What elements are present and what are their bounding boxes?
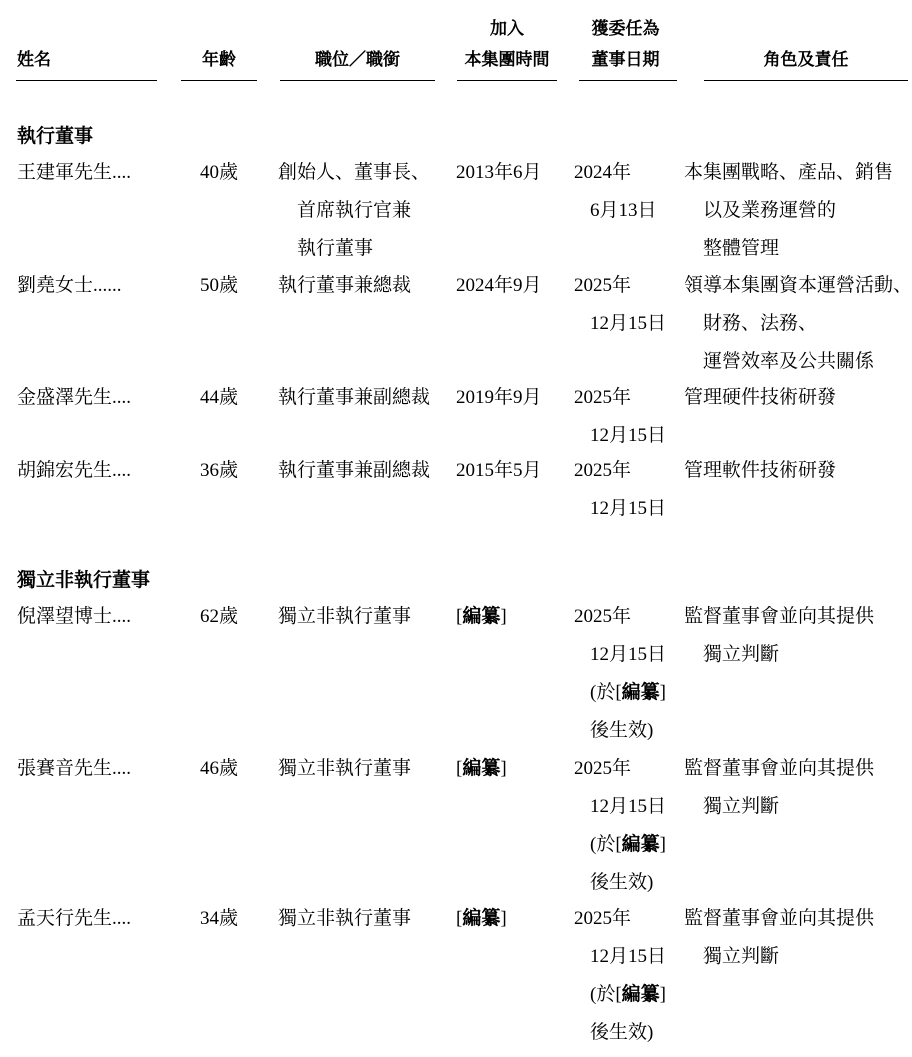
cell-line: 2025年	[574, 908, 632, 929]
bracket: [	[456, 758, 463, 779]
bracket: ]	[659, 834, 666, 855]
redact-token: 編纂	[621, 984, 660, 1005]
header-rule-appointed	[579, 80, 677, 81]
cell-line: 整體管理	[703, 238, 780, 259]
column-header-appointed-date	[574, 0, 677, 75]
header-rule-position	[280, 80, 435, 81]
cell-line: 獨立判斷	[703, 796, 780, 817]
cell-line: 2025年	[574, 606, 632, 627]
column-header-join-line1: 加入	[490, 19, 524, 38]
cell-join-date-redacted	[456, 750, 560, 788]
cell-age: 44歲	[199, 387, 238, 408]
cell-age: 40歲	[199, 162, 238, 183]
cell-appointed-date	[574, 598, 680, 750]
cell-line: 執行董事兼副總裁	[278, 387, 431, 408]
cell-join-date: 2013年6月	[456, 162, 542, 183]
cell-line: 後生效)	[590, 872, 654, 893]
cell-roles	[684, 379, 912, 417]
cell-roles	[684, 750, 912, 826]
cell-position	[278, 267, 438, 305]
cell-appointed-date	[574, 452, 680, 528]
cell-director-name: 張賽音先生....	[17, 758, 132, 779]
effective-prefix: (於[	[590, 984, 622, 1005]
cell-roles	[684, 598, 912, 674]
column-header-join-line2: 本集團時間	[464, 50, 550, 69]
section-title-executive-directors: 執行董事	[17, 126, 94, 147]
cell-director-name: 王建軍先生....	[17, 162, 132, 183]
cell-line: 監督董事會並向其提供	[684, 908, 875, 929]
cell-line: 創始人、董事長、	[278, 162, 431, 183]
cell-appointed-date	[574, 267, 680, 343]
cell-join-date: 2019年9月	[456, 387, 542, 408]
cell-position	[278, 379, 438, 417]
cell-line: 6月13日	[590, 200, 657, 221]
column-header-age	[181, 0, 257, 75]
cell-line: 財務、法務、	[703, 313, 818, 334]
redact-token: 編纂	[462, 758, 501, 779]
cell-director-name: 金盛澤先生....	[17, 387, 132, 408]
cell-line: 後生效)	[590, 720, 654, 741]
header-rule-roles	[704, 80, 908, 81]
cell-line: 12月15日	[590, 313, 667, 334]
cell-appointed-date	[574, 750, 680, 902]
cell-line: 管理硬件技術研發	[684, 387, 837, 408]
redact-token: 編纂	[462, 908, 501, 929]
cell-appointed-date	[574, 900, 680, 1052]
cell-age: 36歲	[199, 460, 238, 481]
header-rule-join	[457, 80, 557, 81]
cell-director-name: 倪澤望博士....	[17, 606, 132, 627]
column-header-age-label: 年齡	[202, 50, 236, 69]
cell-join-date-redacted	[456, 598, 560, 636]
cell-director-name: 劉堯女士......	[17, 275, 122, 296]
cell-line: 獨立非執行董事	[278, 606, 412, 627]
effective-prefix: (於[	[590, 682, 622, 703]
cell-position	[278, 900, 438, 938]
cell-line: 2025年	[574, 758, 632, 779]
bracket: ]	[500, 908, 507, 929]
column-header-appointed-line1: 獲委任為	[591, 19, 660, 38]
cell-line: 12月15日	[590, 644, 667, 665]
cell-line: 執行董事	[297, 238, 374, 259]
cell-line: 12月15日	[590, 946, 667, 967]
cell-roles	[684, 452, 912, 490]
cell-position	[278, 154, 438, 268]
cell-line: 領導本集團資本運營活動、	[684, 275, 912, 296]
cell-line: 以及業務運營的	[703, 200, 837, 221]
header-rule-name	[16, 80, 157, 81]
cell-line: 獨立判斷	[703, 644, 780, 665]
redact-token: 編纂	[621, 834, 660, 855]
cell-age: 34歲	[199, 908, 238, 929]
column-header-name	[17, 0, 158, 75]
cell-line: 獨立判斷	[703, 946, 780, 967]
redact-token: 編纂	[462, 606, 501, 627]
cell-line	[574, 976, 680, 1014]
cell-line	[574, 826, 680, 864]
column-header-roles-label: 角色及責任	[763, 50, 849, 69]
column-header-join-date	[457, 0, 557, 75]
cell-line: 2025年	[574, 275, 632, 296]
cell-line: 獨立非執行董事	[278, 758, 412, 779]
bracket: [	[456, 606, 463, 627]
redact-token: 編纂	[621, 682, 660, 703]
effective-prefix: (於[	[590, 834, 622, 855]
bracket: ]	[659, 984, 666, 1005]
cell-age: 46歲	[199, 758, 238, 779]
cell-line: 2024年	[574, 162, 632, 183]
cell-line: 2025年	[574, 387, 632, 408]
column-header-appointed-line2: 董事日期	[591, 50, 660, 69]
bracket: [	[456, 908, 463, 929]
cell-appointed-date	[574, 379, 680, 455]
cell-line: 首席執行官兼	[297, 200, 412, 221]
column-header-position	[280, 0, 435, 75]
cell-join-date: 2015年5月	[456, 460, 542, 481]
cell-line: 監督董事會並向其提供	[684, 758, 875, 779]
cell-line	[574, 674, 680, 712]
cell-age: 50歲	[199, 275, 238, 296]
cell-line: 管理軟件技術研發	[684, 460, 837, 481]
cell-age: 62歲	[199, 606, 238, 627]
cell-roles	[684, 267, 912, 381]
cell-line: 執行董事兼副總裁	[278, 460, 431, 481]
cell-director-name: 孟天行先生....	[17, 908, 132, 929]
cell-line: 運營效率及公共關係	[703, 351, 875, 372]
header-rule-age	[181, 80, 257, 81]
cell-line: 2025年	[574, 460, 632, 481]
cell-roles	[684, 154, 912, 268]
cell-roles	[684, 900, 912, 976]
cell-join-date-redacted	[456, 900, 560, 938]
cell-position	[278, 598, 438, 636]
cell-line: 12月15日	[590, 425, 667, 446]
cell-line: 獨立非執行董事	[278, 908, 412, 929]
cell-director-name: 胡錦宏先生....	[17, 460, 132, 481]
cell-line: 本集團戰略、產品、銷售	[684, 162, 894, 183]
cell-position	[278, 452, 438, 490]
section-title-independent-directors: 獨立非執行董事	[17, 570, 151, 591]
column-header-roles	[704, 0, 908, 75]
cell-line: 監督董事會並向其提供	[684, 606, 875, 627]
bracket: ]	[659, 682, 666, 703]
cell-line: 後生效)	[590, 1022, 654, 1043]
cell-join-date: 2024年9月	[456, 275, 542, 296]
cell-line: 12月15日	[590, 498, 667, 519]
bracket: ]	[500, 758, 507, 779]
column-header-position-label: 職位／職銜	[315, 50, 400, 69]
bracket: ]	[500, 606, 507, 627]
cell-appointed-date	[574, 154, 680, 230]
cell-position	[278, 750, 438, 788]
cell-line: 12月15日	[590, 796, 667, 817]
cell-line: 執行董事兼總裁	[278, 275, 412, 296]
column-header-name-label: 姓名	[17, 50, 51, 69]
